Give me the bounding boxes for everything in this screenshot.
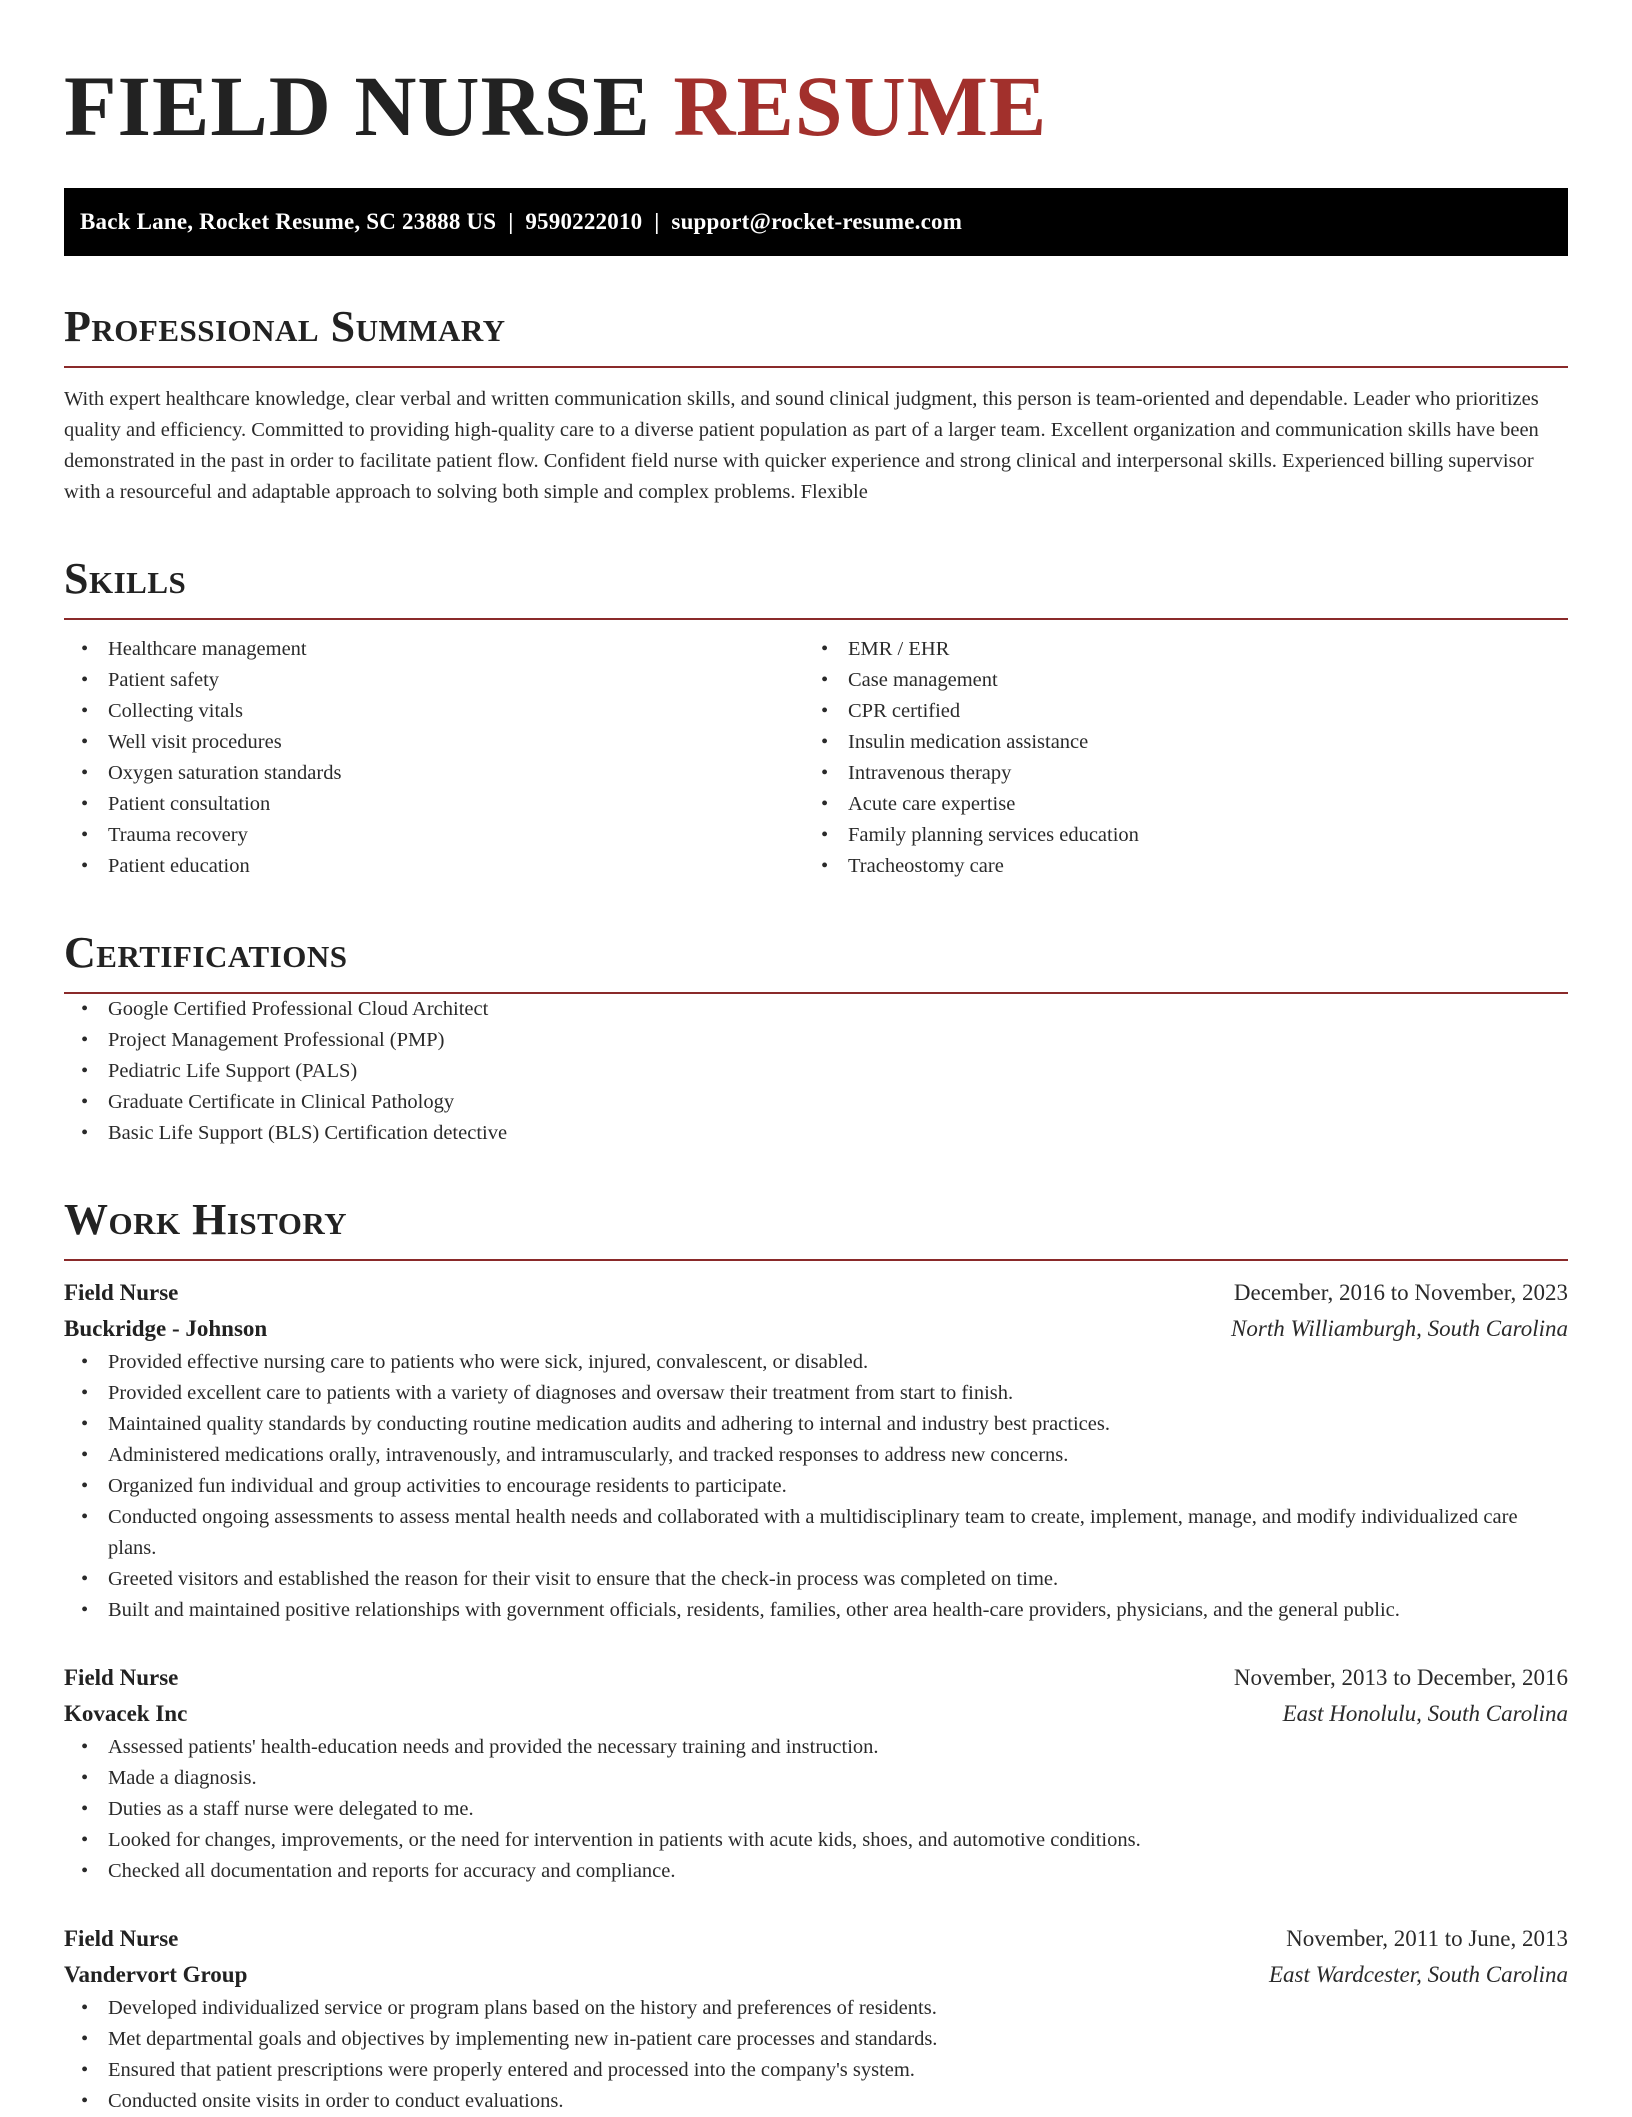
job-duty-item: • Ensured that patient prescriptions were properly entered and processed into the company's system. [64,2055,1568,2086]
certifications-list [64,994,1568,1149]
job-dates: December, 2016 to November, 2023 [1233,1280,1568,1305]
skill-item: • Oxygen saturation standards [64,758,804,789]
contact-bar: Back Lane, Rocket Resume, SC 23888 US | 9590222010 | support@rocket-resume.com [64,188,1568,256]
skills-list-right [804,634,1544,882]
skill-item: • Healthcare management [64,634,804,665]
skill-item: • Case management [804,665,1544,696]
job-duty-item: • Conducted onsite visits in order to conduct evaluations. [64,2086,1568,2117]
job-header-row [64,1921,1568,1957]
job-company-row [64,1957,1568,1993]
job-duty-item: • Assessed patients' health-education needs and provided the necessary training and instruction. [64,1732,1568,1763]
section-divider [64,366,1568,368]
job-duties-list [64,1732,1568,1887]
job-duty-item: • Conducted ongoing assessments to assess mental health needs and collaborated with a multidisciplinary team to create, implement, manage, and modify individualized care plans. [64,1502,1568,1564]
job-title: Field Nurse [64,1926,179,1951]
section-heading-summary: Professional Summary [64,302,506,351]
job-dates: November, 2011 to June, 2013 [1286,1926,1568,1951]
job-duty-item: • Met departmental goals and objectives by implementing new in-patient care processes and standards. [64,2024,1568,2055]
job-company-row [64,1311,1568,1347]
job-duty-item: • Checked all documentation and reports for accuracy and compliance. [64,1856,1568,1887]
work-history-section [64,1195,1568,2117]
skill-item: • Collecting vitals [64,696,804,727]
professional-summary-section [64,302,1568,508]
skills-grid [64,634,1568,882]
job-company: Vandervort Group [64,1962,248,1987]
job-duty-item: • Duties as a staff nurse were delegated to me. [64,1794,1568,1825]
job-duties-list [64,1993,1568,2117]
certifications-section [64,928,1568,1149]
job-title: Field Nurse [64,1280,179,1305]
job-duty-item: • Provided excellent care to patients with a variety of diagnoses and oversaw their treatment from start to finish. [64,1378,1568,1409]
job-duty-item: • Built and maintained positive relationships with government officials, residents, families, other area health-care providers, physicians, and the general public. [64,1595,1568,1626]
job-company-row [64,1696,1568,1732]
certification-item: • Pediatric Life Support (PALS) [64,1056,1568,1087]
skill-item: • Tracheostomy care [804,851,1544,882]
job-duty-item: • Developed individualized service or program plans based on the history and preferences of residents. [64,1993,1568,2024]
certification-item: • Basic Life Support (BLS) Certification detective [64,1118,1568,1149]
skill-item: • EMR / EHR [804,634,1544,665]
job-entry [64,1921,1568,2117]
certification-item: • Graduate Certificate in Clinical Pathology [64,1087,1568,1118]
certification-item: • Project Management Professional (PMP) [64,1025,1568,1056]
job-company: Kovacek Inc [64,1701,188,1726]
job-location: East Wardcester, South Carolina [1268,1962,1568,1987]
skill-item: • Intravenous therapy [804,758,1544,789]
job-duties-list [64,1347,1568,1626]
job-duty-item: • Maintained quality standards by conducting routine medication audits and adhering to internal and industry best practices. [64,1409,1568,1440]
job-entry [64,1275,1568,1626]
section-divider [64,618,1568,620]
skills-list-left [64,634,804,882]
job-header-row [64,1660,1568,1696]
skill-item: • CPR certified [804,696,1544,727]
job-duty-item: • Made a diagnosis. [64,1763,1568,1794]
section-heading-work-history: Work History [64,1195,348,1244]
certification-item: • Google Certified Professional Cloud Architect [64,994,1568,1025]
skills-section [64,554,1568,882]
section-divider [64,1259,1568,1261]
section-heading-skills: Skills [64,554,187,603]
skill-item: • Patient consultation [64,789,804,820]
job-duty-item: • Provided effective nursing care to patients who were sick, injured, convalescent, or disabled. [64,1347,1568,1378]
skill-item: • Patient safety [64,665,804,696]
job-entry [64,1660,1568,1887]
job-duty-item: • Administered medications orally, intravenously, and intramuscularly, and tracked responses to address new concerns. [64,1440,1568,1471]
skill-item: • Insulin medication assistance [804,727,1544,758]
job-duty-item: • Greeted visitors and established the reason for their visit to ensure that the check-in process was completed on time. [64,1564,1568,1595]
skill-item: • Patient education [64,851,804,882]
title-main: FIELD NURSE [64,58,651,154]
skill-item: • Trauma recovery [64,820,804,851]
job-location: North Williamburgh, South Carolina [1231,1316,1568,1341]
skill-item: • Acute care expertise [804,789,1544,820]
skill-item: • Well visit procedures [64,727,804,758]
job-company: Buckridge - Johnson [64,1316,268,1341]
job-duty-item: • Organized fun individual and group activities to encourage residents to participate. [64,1471,1568,1502]
job-header-row [64,1275,1568,1311]
summary-text: With expert healthcare knowledge, clear verbal and written communication skills, and sound clinical judgment, this person is team-oriented and dependable. Leader who prioritizes quality and efficiency. Committed to providing high-quality care to a diverse patient population as part of a larger team. Excellent organization and communication skills have been demonstrated in the past in order to facilitate patient flow. Confident field nurse with quicker experience and strong clinical and interpersonal skills. Experienced billing supervisor with a resourceful and adaptable approach to solving both simple and complex problems. Flexible [64,388,1539,503]
title-accent: RESUME [673,58,1048,154]
job-dates: November, 2013 to December, 2016 [1233,1665,1568,1690]
skill-item: • Family planning services education [804,820,1544,851]
job-title: Field Nurse [64,1665,179,1690]
resume-title [64,58,1568,154]
job-duty-item: • Looked for changes, improvements, or the need for intervention in patients with acute kids, shoes, and automotive conditions. [64,1825,1568,1856]
section-heading-certifications: Certifications [64,928,348,977]
job-location: East Honolulu, South Carolina [1282,1701,1568,1726]
